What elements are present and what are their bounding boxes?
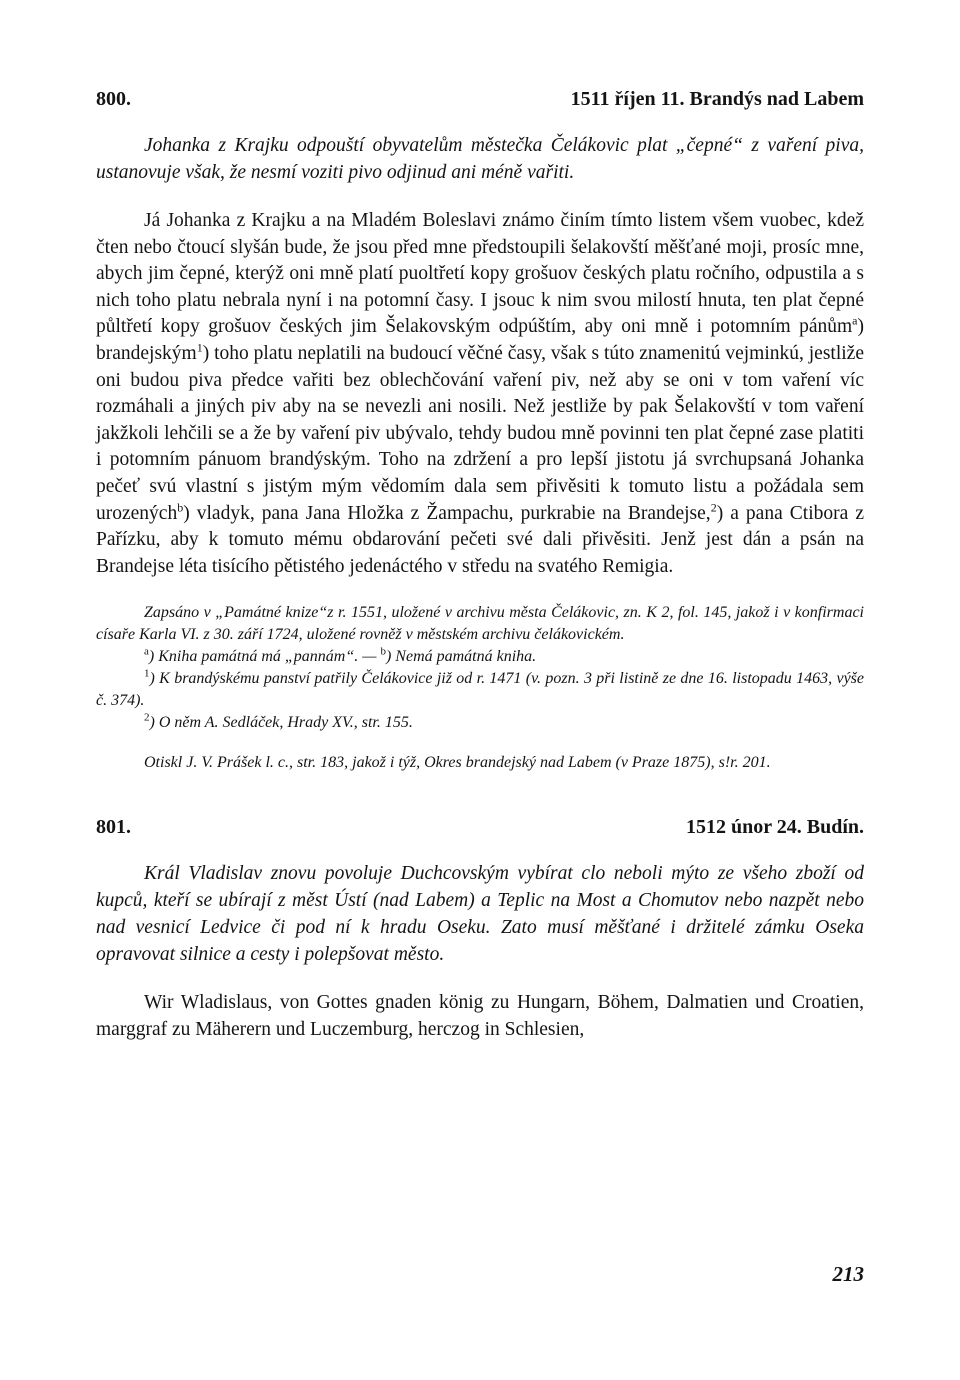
footnote-mark: b bbox=[380, 645, 386, 658]
entry-text-801: Wir Wladislaus, von Gottes gnaden könig zu Hungarn, Böhem, Dalmatien und Croatien, marggraf zu Mäherern und Luczemburg, herczog in Schlesien, bbox=[96, 992, 864, 1040]
footnote-mark: 2 bbox=[710, 500, 717, 515]
apparatus-notes bbox=[96, 602, 864, 774]
entry-header-801 bbox=[96, 814, 864, 840]
entry-header-800 bbox=[96, 86, 864, 112]
entry-date-place: 1512 únor 24. Budín. bbox=[685, 816, 864, 839]
document-page bbox=[96, 86, 864, 1044]
print-note: Otiskl J. V. Prášek l. c., str. 183, jakož i týž, Okres brandejský nad Labem (v Praze 1875), s!r. 201. bbox=[144, 754, 771, 772]
footnote-mark: b bbox=[177, 500, 184, 515]
entry-number: 801. bbox=[96, 816, 131, 839]
footnote-mark: a bbox=[852, 313, 858, 328]
text-part: ) vladyk, pana Jana Hložka z Žampachu, purkrabie na Brandejse, bbox=[183, 502, 711, 524]
page-number: 213 bbox=[832, 1262, 864, 1286]
footnote-text: ) Nemá památná kniha. bbox=[385, 648, 537, 666]
footnote-text: ) K brandýskému panství patřily Čelákovice již od r. 1471 (v. pozn. 3 při listině ze dne 16. listopadu 1463, výše č. 374). bbox=[96, 670, 864, 710]
footnote-mark: 1 bbox=[144, 667, 150, 680]
entry-text-800 bbox=[96, 208, 864, 580]
entry-regest-801: Král Vladislav znovu povoluje Duchcovským vybírat clo neboli mýto ze všeho zboží od kupců, kteří se ubírají z měst Ústí (nad Labem) a Teplic na Most a Chomutov nebo nazpět nebo nad vesnicí Ledvice či pod ní k hradu Oseku. Zato musí měšťané i držitelé zámku Oseka opravovat silnice a cesty i polepšovat město. bbox=[96, 863, 864, 966]
footnote-text: ) O něm A. Sedláček, Hrady XV., str. 155. bbox=[149, 714, 413, 732]
footnote-2 bbox=[96, 712, 864, 734]
footnote-1 bbox=[96, 668, 864, 712]
footnote-a-b bbox=[96, 646, 864, 668]
entry-date-place: 1511 říjen 11. Brandýs nad Labem bbox=[570, 88, 864, 110]
text-part: ) brandejským bbox=[96, 316, 864, 364]
entry-regest-800: Johanka z Krajku odpouští obyvatelům městečka Čelákovic plat „čepné“ z vaření piva, ustanovuje však, že nesmí voziti pivo odjinud ani méně vařiti. bbox=[96, 135, 864, 183]
footnote-text: ) Kniha památná má „pannám“. — bbox=[148, 648, 381, 666]
source-note: Zapsáno v „Památné knize“z r. 1551, uložené v archivu města Čelákovic, zn. K 2, fol. 145, jakož i v konfirmaci císaře Karla VI. z 30. září 1724, uložené rovněž v městském archivu čelákovickém. bbox=[96, 604, 864, 644]
text-part: ) toho platu neplatili na budoucí věčné časy, však s túto znamenitú vejminkú, jestliže oni budou piva předce vařiti bez oblechčování vaření piv, než aby se oni v tom vaření víc rozmáhali a jiných piv aby na se nevezli ani nosili. Než jestliže by pak Šelakovští v tom vaření jakžkoli lehčili se a že by vaření piv ubývalo, tehdy budou mně povinni ten plat čepné zase platiti i potomním pánuom brandýským. Toho na zdržení a pro lepší jistotu já svrchupsaná Johanka pečeť svú vlastní s jistým mým vědomím dala sem přivěsiti k tomuto listu a požádala sem urozených bbox=[96, 342, 864, 524]
footnote-mark: a bbox=[144, 645, 149, 658]
text-part: Já Johanka z Krajku a na Mladém Boleslavi známo činím tímto listem všem vuobec, kdež čten nebo čtoucí slyšán bude, že jsou před mne předstoupili šelakovští měšťané moji, prosíc mne, abych jim čepné, kterýž oni mně platí puoltřetí kopy grošuov českých platu ročního, odpustila a s nich toho platu nebrala nyní i na potomní časy. I jsouc k nim svou milostí hnuta, ten plat čepné půltřetí kopy grošuov českých jim Šelakovským odpúštím, aby oni mně i potomním pánům bbox=[96, 210, 864, 338]
footnote-mark: 2 bbox=[144, 711, 150, 724]
footnote-mark: 1 bbox=[196, 340, 203, 355]
entry-number: 800. bbox=[96, 88, 131, 110]
text-part: ) a pana Ctibora z Pařízku, aby k tomuto mému obdarování pečeti své dali přivěsiti. Jenž jest dán a psán na Brandejse léta tisícího pětistého jedenáctého v středu na svatého Remigia. bbox=[96, 502, 864, 577]
